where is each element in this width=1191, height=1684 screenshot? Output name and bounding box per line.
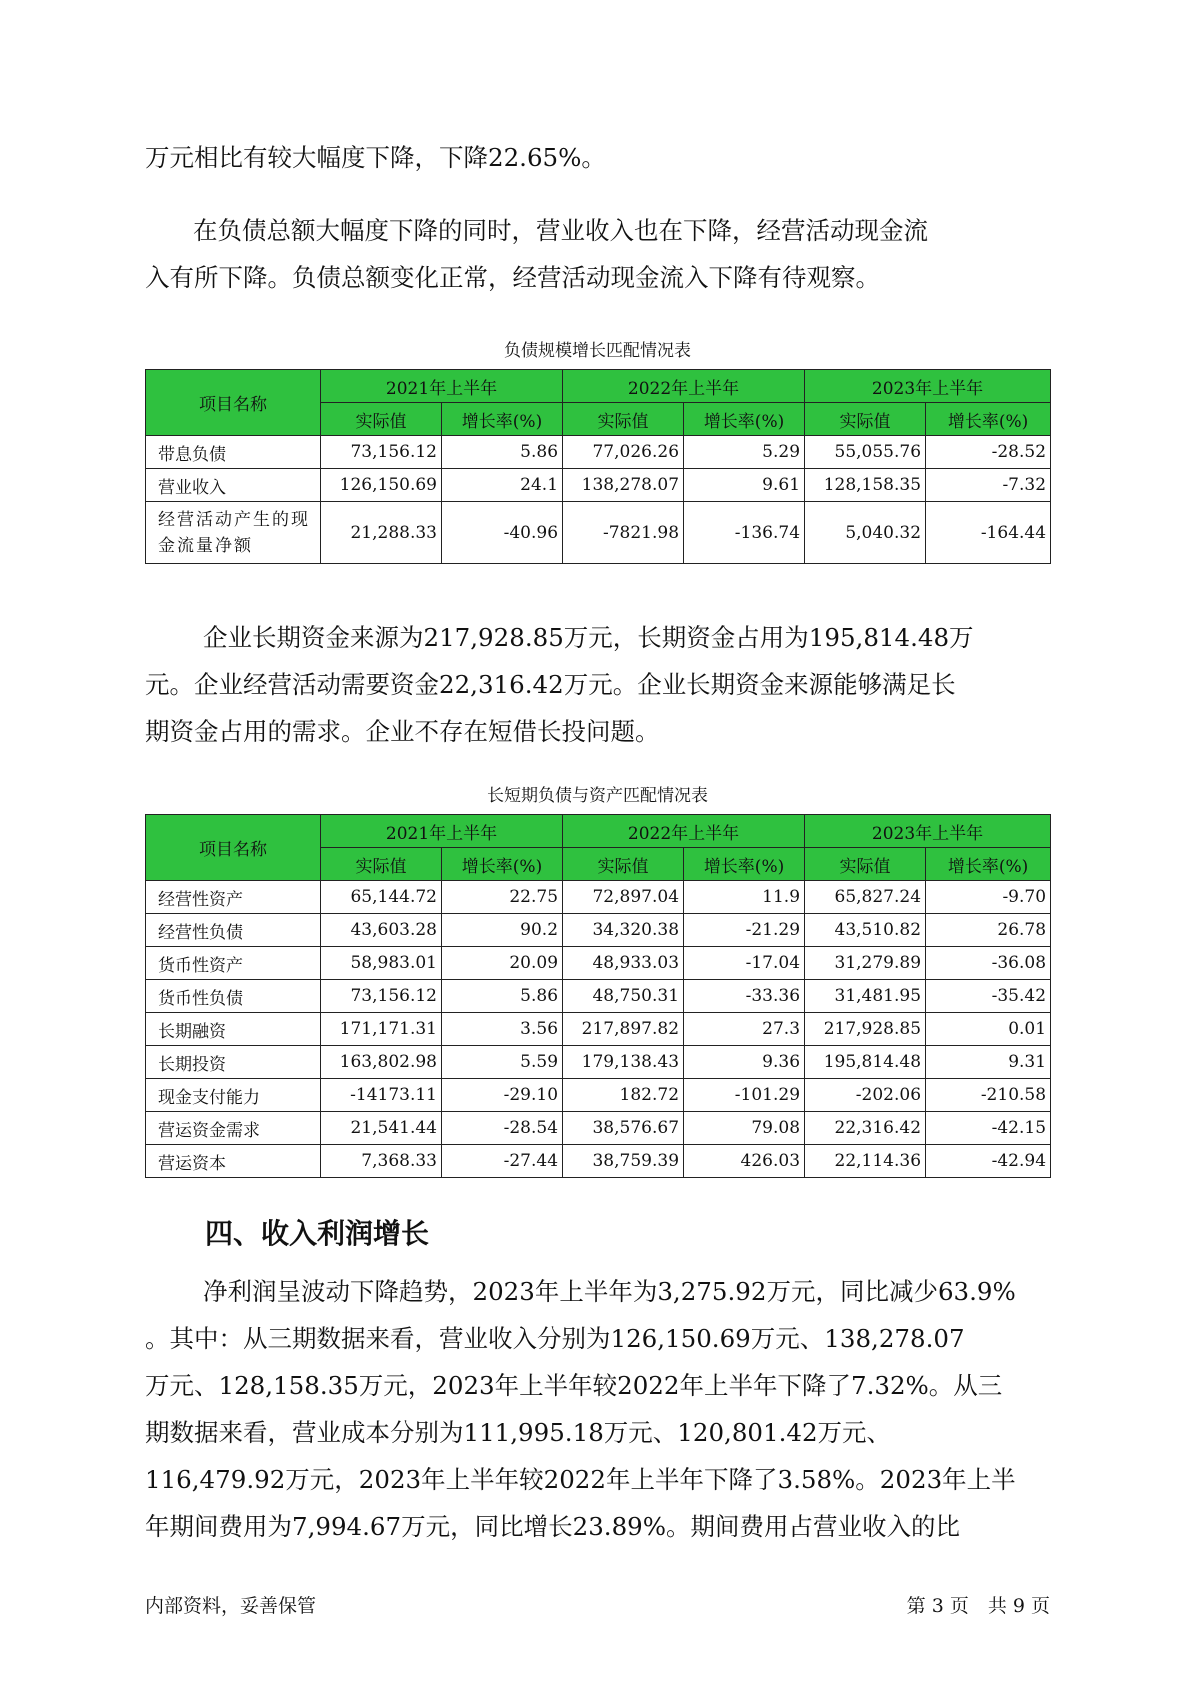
footer-confidential: 内部资料，妥善保管 xyxy=(145,1595,317,1617)
cell-value: -164.44 xyxy=(926,502,1051,564)
header-growth: 增长率(%) xyxy=(442,848,563,881)
cell-value: -28.52 xyxy=(926,436,1051,469)
header-period: 2022年上半年 xyxy=(563,370,805,403)
section4-paragraph xyxy=(145,1268,1050,1550)
cell-value: 7,368.33 xyxy=(321,1145,442,1178)
cell-value: 65,827.24 xyxy=(805,881,926,914)
cell-value: 90.2 xyxy=(442,914,563,947)
cell-value: 24.1 xyxy=(442,469,563,502)
cell-value: 138,278.07 xyxy=(563,469,684,502)
row-label: 长期投资 xyxy=(146,1046,321,1079)
header-actual: 实际值 xyxy=(805,848,926,881)
cell-value: -101.29 xyxy=(684,1079,805,1112)
footer-page-number: 第 3 页 共 9 页 xyxy=(906,1595,1050,1617)
cell-value: -33.36 xyxy=(684,980,805,1013)
intro-paragraph xyxy=(145,134,1050,181)
cell-value: -14173.11 xyxy=(321,1079,442,1112)
cell-value: 38,576.67 xyxy=(563,1112,684,1145)
cell-value: 27.3 xyxy=(684,1013,805,1046)
table-row xyxy=(146,502,1051,564)
header-actual: 实际值 xyxy=(805,403,926,436)
table-row xyxy=(146,947,1051,980)
cell-value: 171,171.31 xyxy=(321,1013,442,1046)
cell-value: 38,759.39 xyxy=(563,1145,684,1178)
header-actual: 实际值 xyxy=(563,848,684,881)
row-label: 营运资金需求 xyxy=(146,1112,321,1145)
header-growth: 增长率(%) xyxy=(926,848,1051,881)
cell-value: 426.03 xyxy=(684,1145,805,1178)
cell-value: 182.72 xyxy=(563,1079,684,1112)
row-label: 经营性负债 xyxy=(146,914,321,947)
debt-growth-table xyxy=(145,369,1051,564)
section-heading: 四、收入利润增长 xyxy=(205,1217,430,1250)
cell-value: -36.08 xyxy=(926,947,1051,980)
text-line: 期数据来看，营业成本分别为111,995.18万元、120,801.42万元、 xyxy=(145,1418,892,1447)
cell-value: 31,279.89 xyxy=(805,947,926,980)
row-label: 经营性资产 xyxy=(146,881,321,914)
cell-value: 5.86 xyxy=(442,980,563,1013)
table1-caption: 负债规模增长匹配情况表 xyxy=(504,341,691,361)
table-row xyxy=(146,1046,1051,1079)
cell-value: 22,316.42 xyxy=(805,1112,926,1145)
cell-value: 72,897.04 xyxy=(563,881,684,914)
table-row xyxy=(146,436,1051,469)
cell-value: 73,156.12 xyxy=(321,980,442,1013)
cell-value: 5.86 xyxy=(442,436,563,469)
cell-value: 217,897.82 xyxy=(563,1013,684,1046)
cell-value: 20.09 xyxy=(442,947,563,980)
cell-value: 9.61 xyxy=(684,469,805,502)
cell-value: 0.01 xyxy=(926,1013,1051,1046)
row-label: 带息负债 xyxy=(146,436,321,469)
text-line: 。其中：从三期数据来看，营业收入分别为126,150.69万元、138,278.07 xyxy=(145,1324,965,1353)
cell-value: 9.36 xyxy=(684,1046,805,1079)
cell-value: 65,144.72 xyxy=(321,881,442,914)
cell-value: 77,026.26 xyxy=(563,436,684,469)
funding-paragraph xyxy=(145,614,1050,755)
cell-value: 9.31 xyxy=(926,1046,1051,1079)
table-row xyxy=(146,1013,1051,1046)
cell-value: -27.44 xyxy=(442,1145,563,1178)
cell-value: 34,320.38 xyxy=(563,914,684,947)
cell-value: -17.04 xyxy=(684,947,805,980)
table-row xyxy=(146,914,1051,947)
cell-value: -35.42 xyxy=(926,980,1051,1013)
cell-value: 79.08 xyxy=(684,1112,805,1145)
cell-value: 5,040.32 xyxy=(805,502,926,564)
text-line: 万元相比有较大幅度下降，下降22.65%。 xyxy=(145,143,606,172)
header-period: 2023年上半年 xyxy=(805,370,1051,403)
table-row xyxy=(146,1145,1051,1178)
row-label: 营运资本 xyxy=(146,1145,321,1178)
header-actual: 实际值 xyxy=(321,848,442,881)
cell-value: -29.10 xyxy=(442,1079,563,1112)
table-row xyxy=(146,1112,1051,1145)
cell-value: 22.75 xyxy=(442,881,563,914)
debt-paragraph xyxy=(145,207,1050,301)
cell-value: 43,510.82 xyxy=(805,914,926,947)
cell-value: -42.15 xyxy=(926,1112,1051,1145)
cell-value: 126,150.69 xyxy=(321,469,442,502)
cell-value: 55,055.76 xyxy=(805,436,926,469)
cell-value: 5.29 xyxy=(684,436,805,469)
cell-value: -9.70 xyxy=(926,881,1051,914)
cell-value: 11.9 xyxy=(684,881,805,914)
table-row xyxy=(146,881,1051,914)
header-item-name: 项目名称 xyxy=(146,370,321,436)
cell-value: 48,750.31 xyxy=(563,980,684,1013)
header-period: 2022年上半年 xyxy=(563,815,805,848)
cell-value: 31,481.95 xyxy=(805,980,926,1013)
text-line: 元。企业经营活动需要资金22,316.42万元。企业长期资金来源能够满足长 xyxy=(145,670,956,699)
cell-value: 22,114.36 xyxy=(805,1145,926,1178)
header-period: 2021年上半年 xyxy=(321,815,563,848)
text-line: 入有所下降。负债总额变化正常，经营活动现金流入下降有待观察。 xyxy=(145,263,880,292)
text-line: 在负债总额大幅度下降的同时，营业收入也在下降，经营活动现金流 xyxy=(193,216,928,245)
liability-asset-match-table xyxy=(145,814,1051,1178)
cell-value: 21,288.33 xyxy=(321,502,442,564)
cell-value: -21.29 xyxy=(684,914,805,947)
table-row xyxy=(146,980,1051,1013)
text-line: 净利润呈波动下降趋势，2023年上半年为3,275.92万元，同比减少63.9% xyxy=(203,1277,1016,1306)
text-line: 万元、128,158.35万元，2023年上半年较2022年上半年下降了7.32%。从三 xyxy=(145,1371,1003,1400)
cell-value: 26.78 xyxy=(926,914,1051,947)
header-actual: 实际值 xyxy=(563,403,684,436)
row-label: 货币性负债 xyxy=(146,980,321,1013)
table-row xyxy=(146,1079,1051,1112)
cell-value: 217,928.85 xyxy=(805,1013,926,1046)
cell-value: 179,138.43 xyxy=(563,1046,684,1079)
cell-value: -28.54 xyxy=(442,1112,563,1145)
cell-value: 43,603.28 xyxy=(321,914,442,947)
header-growth: 增长率(%) xyxy=(926,403,1051,436)
cell-value: 21,541.44 xyxy=(321,1112,442,1145)
row-label: 经营活动产生的现金流量净额 xyxy=(146,502,321,564)
row-label: 现金支付能力 xyxy=(146,1079,321,1112)
cell-value: -7.32 xyxy=(926,469,1051,502)
text-line: 企业长期资金来源为217,928.85万元，长期资金占用为195,814.48万 xyxy=(203,623,974,652)
cell-value: -136.74 xyxy=(684,502,805,564)
cell-value: 48,933.03 xyxy=(563,947,684,980)
cell-value: -202.06 xyxy=(805,1079,926,1112)
cell-value: 5.59 xyxy=(442,1046,563,1079)
text-line: 116,479.92万元，2023年上半年较2022年上半年下降了3.58%。2023年上半 xyxy=(145,1465,1016,1494)
header-actual: 实际值 xyxy=(321,403,442,436)
row-label: 营业收入 xyxy=(146,469,321,502)
header-item-name: 项目名称 xyxy=(146,815,321,881)
cell-value: -210.58 xyxy=(926,1079,1051,1112)
header-growth: 增长率(%) xyxy=(684,403,805,436)
header-growth: 增长率(%) xyxy=(684,848,805,881)
row-label: 货币性资产 xyxy=(146,947,321,980)
header-growth: 增长率(%) xyxy=(442,403,563,436)
cell-value: 128,158.35 xyxy=(805,469,926,502)
cell-value: 195,814.48 xyxy=(805,1046,926,1079)
cell-value: 73,156.12 xyxy=(321,436,442,469)
cell-value: 3.56 xyxy=(442,1013,563,1046)
text-line: 年期间费用为7,994.67万元，同比增长23.89%。期间费用占营业收入的比 xyxy=(145,1512,961,1541)
cell-value: -7821.98 xyxy=(563,502,684,564)
header-period: 2021年上半年 xyxy=(321,370,563,403)
cell-value: -42.94 xyxy=(926,1145,1051,1178)
cell-value: 58,983.01 xyxy=(321,947,442,980)
table-row xyxy=(146,469,1051,502)
table2-caption: 长短期负债与资产匹配情况表 xyxy=(487,786,708,806)
cell-value: 163,802.98 xyxy=(321,1046,442,1079)
header-period: 2023年上半年 xyxy=(805,815,1051,848)
row-label: 长期融资 xyxy=(146,1013,321,1046)
cell-value: -40.96 xyxy=(442,502,563,564)
text-line: 期资金占用的需求。企业不存在短借长投问题。 xyxy=(145,717,660,746)
